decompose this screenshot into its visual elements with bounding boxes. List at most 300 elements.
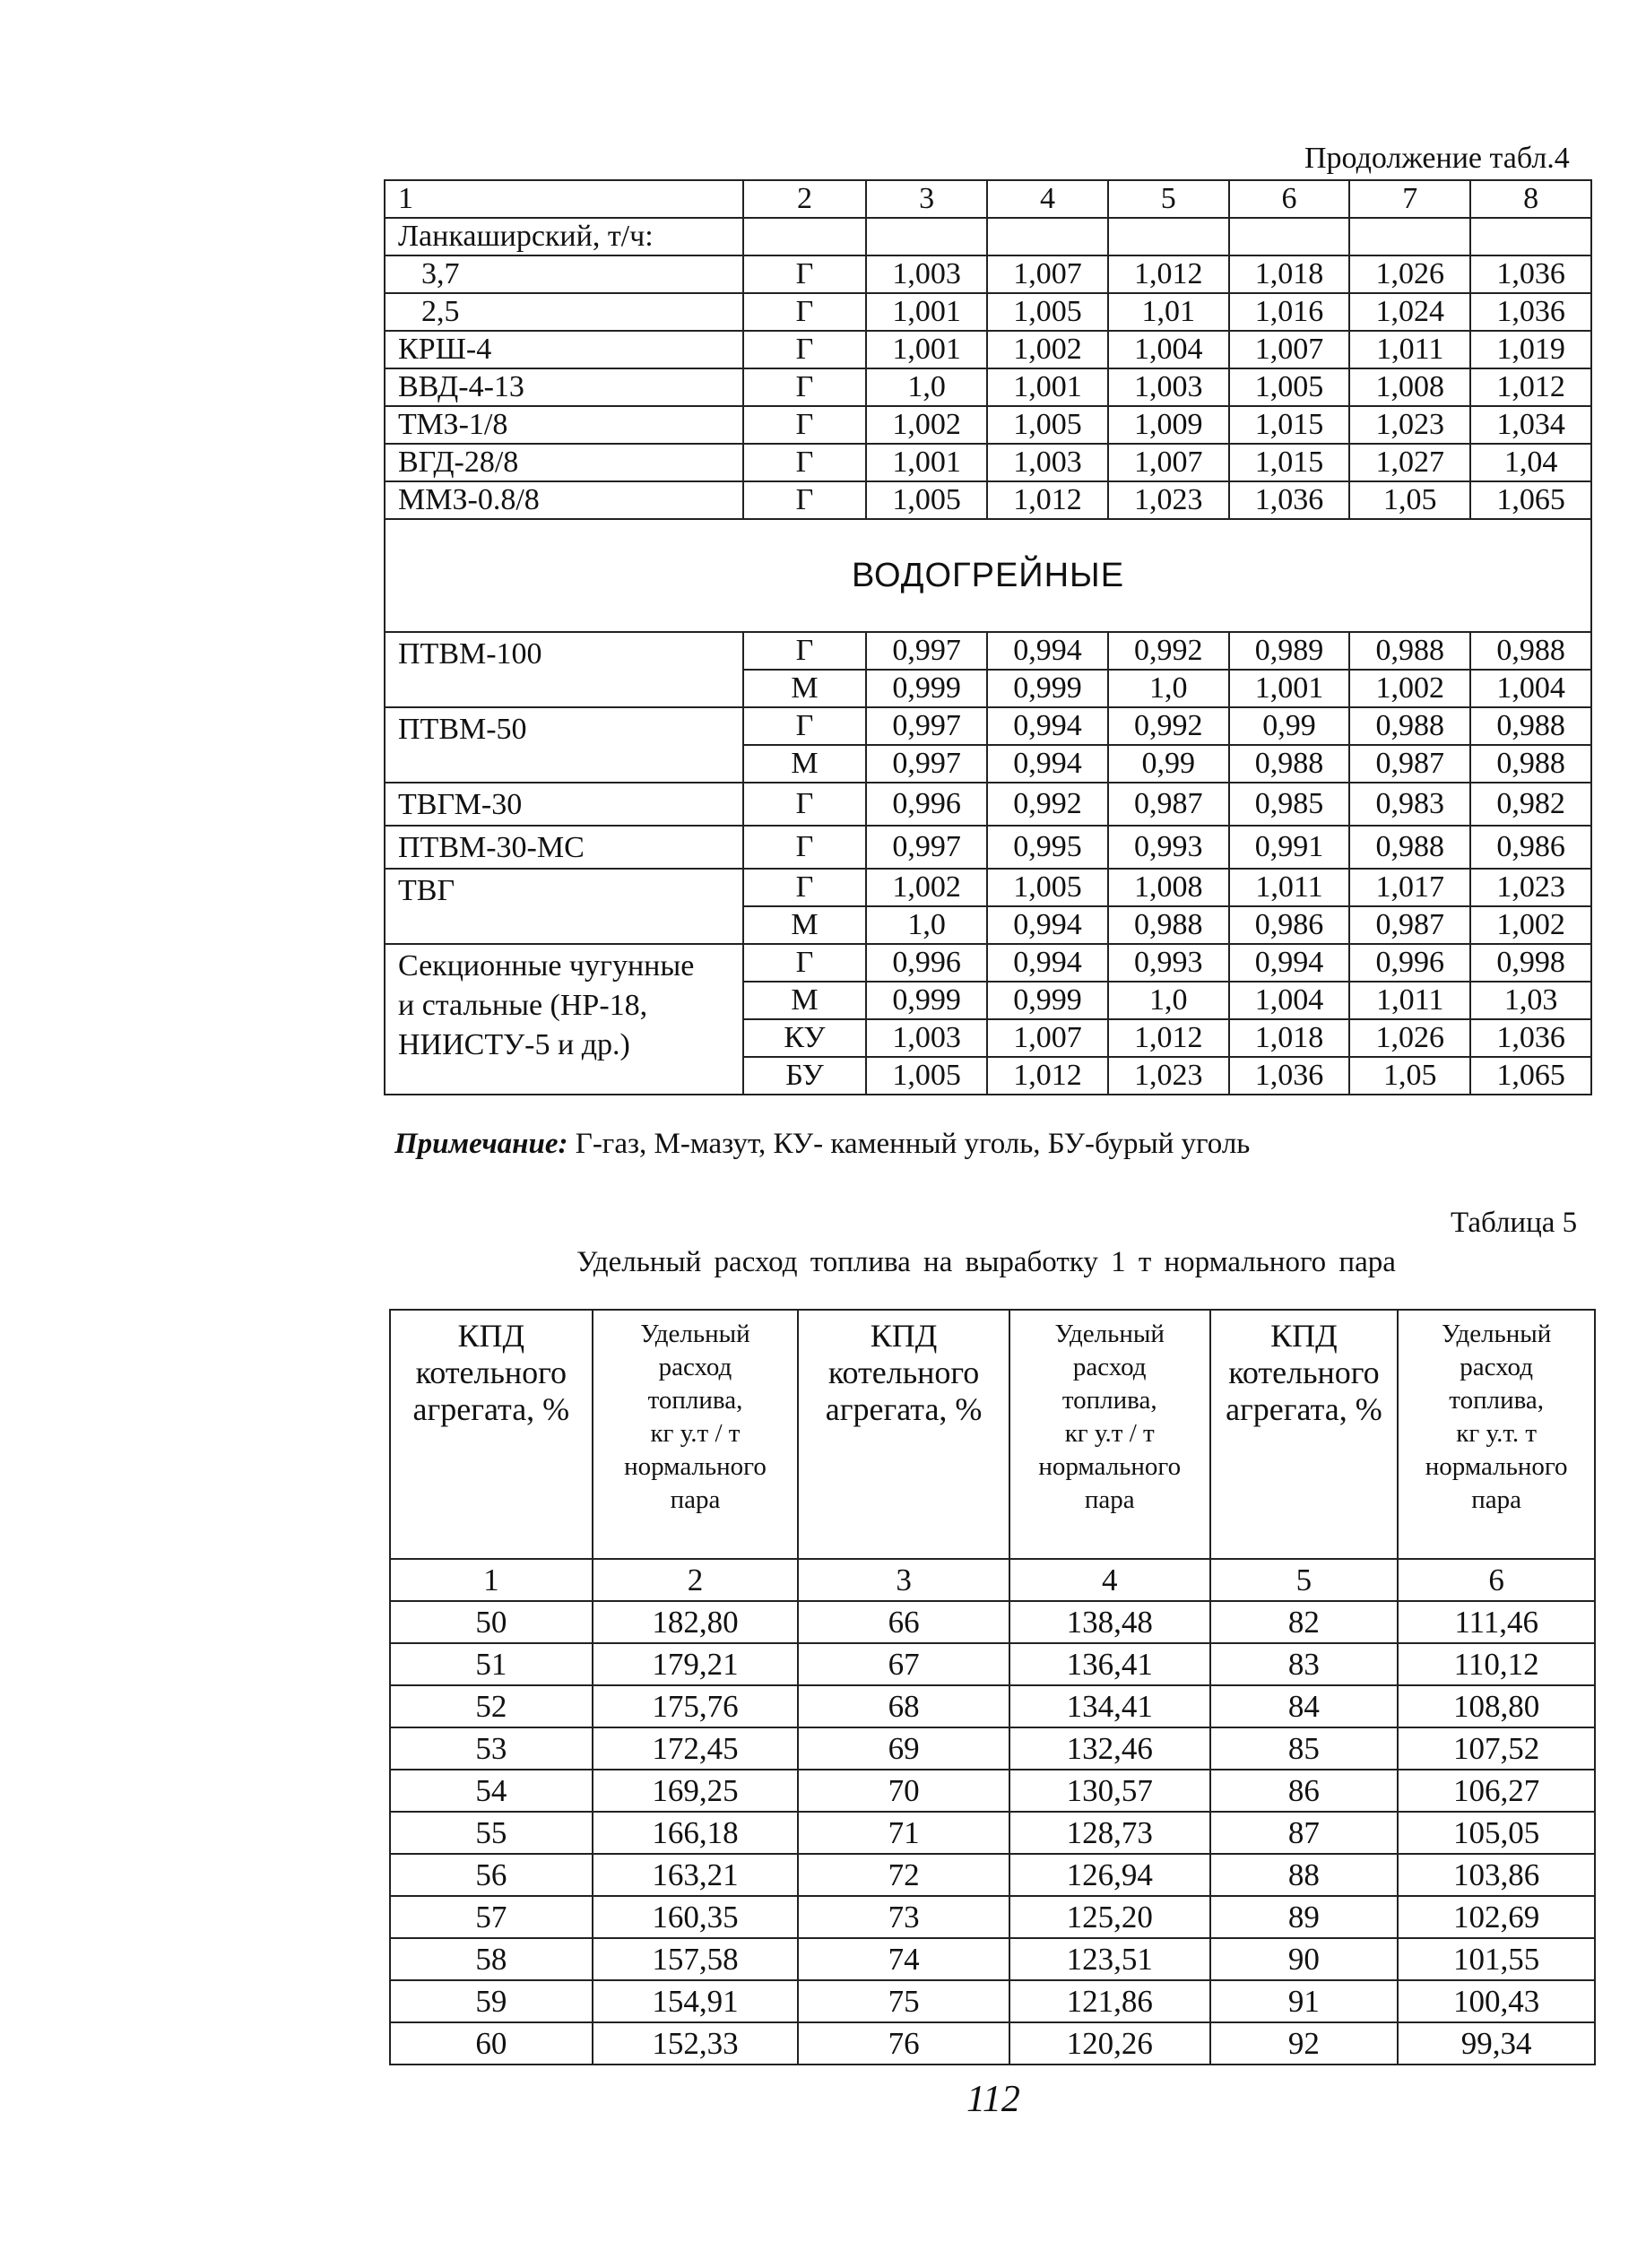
column-number: 4	[987, 180, 1108, 218]
column-number: 8	[1470, 180, 1591, 218]
table5-column-numbers	[390, 1559, 1595, 1601]
table4-row	[385, 632, 1591, 670]
kpd-cell: 66	[798, 1601, 1009, 1643]
coefficient-cell: 1,004	[1108, 331, 1229, 368]
table5-row	[390, 1727, 1595, 1770]
coefficient-cell: 1,05	[1349, 1057, 1470, 1095]
coefficient-cell: 1,005	[987, 869, 1108, 906]
fuel-type: Г	[743, 944, 867, 982]
rate-cell: 169,25	[593, 1770, 799, 1812]
rate-cell: 128,73	[1009, 1812, 1210, 1854]
kpd-cell: 69	[798, 1727, 1009, 1770]
fuel-type: Г	[743, 406, 867, 444]
coefficient-cell: 1,065	[1470, 1057, 1591, 1095]
header-line: пара	[670, 1485, 721, 1514]
boiler-name: ТМЗ-1/8	[385, 406, 743, 444]
fuel-type: Г	[743, 632, 867, 670]
kpd-cell: 50	[390, 1601, 593, 1643]
coefficient-cell: 0,997	[866, 632, 987, 670]
kpd-cell: 75	[798, 1980, 1009, 2022]
coefficient-cell: 1,036	[1229, 481, 1350, 519]
coefficient-cell: 1,011	[1349, 982, 1470, 1019]
rate-cell: 138,48	[1009, 1601, 1210, 1643]
coefficient-cell: 1,012	[987, 1057, 1108, 1095]
header-line: Удельный	[1054, 1320, 1165, 1348]
boiler-name	[385, 632, 743, 707]
table4-body	[385, 180, 1591, 1095]
table5-row	[390, 1854, 1595, 1896]
coefficient-cell: 0,988	[1229, 745, 1350, 783]
header-line: расход	[1460, 1353, 1533, 1381]
coefficient-cell: 1,004	[1470, 670, 1591, 707]
coefficient-cell: 0,995	[987, 826, 1108, 869]
table5-row	[390, 1896, 1595, 1938]
coefficient-cell: 0,996	[866, 783, 987, 826]
coefficient-cell: 1,008	[1349, 368, 1470, 406]
boiler-name	[385, 826, 743, 869]
rate-cell: 106,27	[1398, 1770, 1595, 1812]
boiler-name-line: НИИСТУ-5 и др.)	[398, 1028, 630, 1061]
kpd-cell: 55	[390, 1812, 593, 1854]
kpd-cell: 59	[390, 1980, 593, 2022]
coefficient-cell: 0,992	[1108, 707, 1229, 745]
header-line: пара	[1084, 1485, 1135, 1514]
header-line: кг у.т / т	[650, 1419, 741, 1448]
coefficient-cell: 0,99	[1229, 707, 1350, 745]
boiler-name-text: ТВГМ-30	[398, 788, 523, 821]
coefficient-cell: 1,0	[1108, 982, 1229, 1019]
coefficient-cell: 1,065	[1470, 481, 1591, 519]
header-line: нормального	[1425, 1452, 1568, 1481]
kpd-cell: 73	[798, 1896, 1009, 1938]
boiler-name: КРШ-4	[385, 331, 743, 368]
kpd-cell: 82	[1210, 1601, 1399, 1643]
boiler-name: 2,5	[385, 293, 743, 331]
fuel-type: М	[743, 906, 867, 944]
boiler-name-text: ТВГ	[398, 874, 455, 907]
table4-column-numbers	[385, 180, 1591, 218]
table4-row	[385, 293, 1591, 331]
coefficient-cell: 0,998	[1470, 944, 1591, 982]
fuel-type: Г	[743, 481, 867, 519]
kpd-cell: 58	[390, 1938, 593, 1980]
coefficient-cell: 1,004	[1229, 982, 1350, 1019]
coefficient-cell: 0,983	[1349, 783, 1470, 826]
boiler-name: ВГД-28/8	[385, 444, 743, 481]
column-number: 1	[390, 1559, 593, 1601]
kpd-cell: 91	[1210, 1980, 1399, 2022]
header-line: расход	[1072, 1353, 1147, 1381]
kpd-cell: 74	[798, 1938, 1009, 1980]
coefficient-cell: 0,987	[1349, 906, 1470, 944]
coefficient-cell: 1,002	[1470, 906, 1591, 944]
table4-row	[385, 368, 1591, 406]
coefficient-cell: 0,986	[1229, 906, 1350, 944]
rate-cell: 107,52	[1398, 1727, 1595, 1770]
header-line: КПД	[870, 1318, 938, 1354]
header-line: нормального	[1038, 1452, 1182, 1481]
coefficient-cell: 1,001	[866, 444, 987, 481]
coefficient-cell: 1,011	[1229, 869, 1350, 906]
kpd-cell: 86	[1210, 1770, 1399, 1812]
table5-row	[390, 1643, 1595, 1685]
coefficient-cell: 1,024	[1349, 293, 1470, 331]
kpd-cell: 76	[798, 2022, 1009, 2065]
rate-cell: 130,57	[1009, 1770, 1210, 1812]
coefficient-cell: 1,036	[1229, 1057, 1350, 1095]
coefficient-cell: 0,982	[1470, 783, 1591, 826]
coefficient-cell: 1,002	[866, 406, 987, 444]
column-number: 2	[593, 1559, 799, 1601]
rate-cell: 111,46	[1398, 1601, 1595, 1643]
header-line: агрегата, %	[825, 1391, 983, 1427]
coefficient-cell: 0,994	[987, 707, 1108, 745]
boiler-name: 3,7	[385, 255, 743, 293]
coefficient-cell: 0,992	[1108, 632, 1229, 670]
coefficient-cell: 0,994	[987, 944, 1108, 982]
header-line: пара	[1471, 1485, 1522, 1514]
coefficient-cell: 0,988	[1470, 745, 1591, 783]
table5-row	[390, 1980, 1595, 2022]
coefficient-cell: 0,999	[987, 982, 1108, 1019]
coefficient-cell: 1,04	[1470, 444, 1591, 481]
header-line: Удельный	[1441, 1320, 1552, 1348]
rate-cell: 101,55	[1398, 1938, 1595, 1980]
coefficient-cell: 1,008	[1108, 869, 1229, 906]
group-label: Ланкаширский, т/ч:	[385, 218, 743, 255]
coefficient-cell: 1,001	[866, 331, 987, 368]
kpd-cell: 89	[1210, 1896, 1399, 1938]
kpd-header	[798, 1310, 1009, 1559]
empty-cell	[866, 218, 987, 255]
coefficient-cell: 0,999	[866, 982, 987, 1019]
coefficient-cell: 0,997	[866, 745, 987, 783]
header-line: нормального	[624, 1452, 767, 1481]
table4-continuation-label: Продолжение табл.4	[1304, 142, 1570, 175]
kpd-cell: 72	[798, 1854, 1009, 1896]
empty-cell	[743, 218, 867, 255]
coefficient-cell: 1,007	[1108, 444, 1229, 481]
fuel-type: Г	[743, 331, 867, 368]
table4-row	[385, 406, 1591, 444]
fuel-type: Г	[743, 783, 867, 826]
column-number: 7	[1349, 180, 1470, 218]
kpd-cell: 87	[1210, 1812, 1399, 1854]
coefficient-cell: 0,999	[866, 670, 987, 707]
kpd-cell: 56	[390, 1854, 593, 1896]
coefficient-cell: 1,027	[1349, 444, 1470, 481]
coefficient-cell: 1,007	[1229, 331, 1350, 368]
table5-row	[390, 1770, 1595, 1812]
table4-row	[385, 826, 1591, 869]
kpd-header	[1210, 1310, 1399, 1559]
coefficient-cell: 1,007	[987, 1019, 1108, 1057]
header-line: агрегата, %	[1226, 1391, 1382, 1427]
coefficient-cell: 0,994	[987, 906, 1108, 944]
empty-cell	[1349, 218, 1470, 255]
coefficient-cell: 1,05	[1349, 481, 1470, 519]
coefficient-cell: 1,015	[1229, 406, 1350, 444]
coefficient-cell: 0,997	[866, 826, 987, 869]
header-line: топлива,	[1449, 1386, 1545, 1415]
table5-row	[390, 2022, 1595, 2065]
rate-cell: 121,86	[1009, 1980, 1210, 2022]
coefficient-cell: 1,023	[1349, 406, 1470, 444]
kpd-cell: 53	[390, 1727, 593, 1770]
coefficient-cell: 1,023	[1108, 1057, 1229, 1095]
coefficient-cell: 0,994	[987, 632, 1108, 670]
column-number: 4	[1009, 1559, 1210, 1601]
rate-header	[593, 1310, 799, 1559]
fuel-type: КУ	[743, 1019, 867, 1057]
boiler-name: ММЗ-0.8/8	[385, 481, 743, 519]
coefficient-cell: 1,003	[866, 1019, 987, 1057]
rate-header	[1398, 1310, 1595, 1559]
kpd-cell: 88	[1210, 1854, 1399, 1896]
coefficient-cell: 1,026	[1349, 1019, 1470, 1057]
rate-cell: 179,21	[593, 1643, 799, 1685]
kpd-cell: 54	[390, 1770, 593, 1812]
coefficient-cell: 1,001	[866, 293, 987, 331]
header-line: кг у.т / т	[1064, 1419, 1155, 1448]
fuel-type: Г	[743, 444, 867, 481]
column-number: 5	[1210, 1559, 1399, 1601]
coefficient-cell: 1,002	[987, 331, 1108, 368]
kpd-cell: 52	[390, 1685, 593, 1727]
rate-cell: 157,58	[593, 1938, 799, 1980]
coefficient-cell: 1,016	[1229, 293, 1350, 331]
rate-cell: 110,12	[1398, 1643, 1595, 1685]
column-number: 6	[1229, 180, 1350, 218]
boiler-name-line: и стальные (НР-18,	[398, 989, 648, 1022]
rate-cell: 100,43	[1398, 1980, 1595, 2022]
coefficient-cell: 0,993	[1108, 826, 1229, 869]
header-line: котельного	[415, 1355, 567, 1390]
rate-cell: 125,20	[1009, 1896, 1210, 1938]
table5-row	[390, 1685, 1595, 1727]
table4-row	[385, 869, 1591, 906]
coefficient-cell: 1,01	[1108, 293, 1229, 331]
table5-row	[390, 1601, 1595, 1643]
fuel-type: Г	[743, 707, 867, 745]
header-line: топлива,	[647, 1386, 743, 1415]
header-line: котельного	[827, 1355, 980, 1390]
coefficient-cell: 0,985	[1229, 783, 1350, 826]
table4-note	[394, 1128, 1250, 1161]
coefficient-cell: 0,996	[1349, 944, 1470, 982]
rate-cell: 166,18	[593, 1812, 799, 1854]
note-text: Г-газ, М-мазут, КУ- каменный уголь, БУ-бурый уголь	[567, 1128, 1251, 1160]
coefficient-cell: 1,023	[1470, 869, 1591, 906]
note-label: Примечание:	[394, 1128, 568, 1160]
coefficient-cell: 1,034	[1470, 406, 1591, 444]
coefficient-cell: 0,999	[987, 670, 1108, 707]
table4-row	[385, 481, 1591, 519]
rate-cell: 105,05	[1398, 1812, 1595, 1854]
boiler-name-line: Секционные чугунные	[398, 949, 695, 983]
section-title: ВОДОГРЕЙНЫЕ	[385, 519, 1591, 632]
coefficient-cell: 1,003	[987, 444, 1108, 481]
fuel-type: Г	[743, 826, 867, 869]
empty-cell	[987, 218, 1108, 255]
rate-cell: 126,94	[1009, 1854, 1210, 1896]
fuel-type: М	[743, 670, 867, 707]
header-line: топлива,	[1061, 1386, 1157, 1415]
boiler-name	[385, 707, 743, 783]
coefficient-cell: 1,026	[1349, 255, 1470, 293]
header-line: КПД	[457, 1318, 525, 1354]
coefficient-cell: 1,001	[1229, 670, 1350, 707]
kpd-cell: 51	[390, 1643, 593, 1685]
coefficient-cell: 0,996	[866, 944, 987, 982]
coefficient-cell: 1,002	[866, 869, 987, 906]
coefficient-cell: 1,005	[866, 481, 987, 519]
table4-row	[385, 783, 1591, 826]
coefficient-cell: 0,994	[987, 745, 1108, 783]
fuel-type: БУ	[743, 1057, 867, 1095]
column-number: 3	[798, 1559, 1009, 1601]
kpd-cell: 60	[390, 2022, 593, 2065]
coefficient-cell: 0,988	[1108, 906, 1229, 944]
coefficient-cell: 0,987	[1349, 745, 1470, 783]
coefficient-cell: 0,989	[1229, 632, 1350, 670]
coefficient-cell: 1,012	[1108, 1019, 1229, 1057]
fuel-type: Г	[743, 869, 867, 906]
coefficient-cell: 1,03	[1470, 982, 1591, 1019]
kpd-cell: 84	[1210, 1685, 1399, 1727]
coefficient-cell: 1,003	[866, 255, 987, 293]
rate-cell: 108,80	[1398, 1685, 1595, 1727]
coefficient-cell: 1,001	[987, 368, 1108, 406]
table4-row	[385, 707, 1591, 745]
kpd-cell: 92	[1210, 2022, 1399, 2065]
empty-cell	[1470, 218, 1591, 255]
rate-cell: 182,80	[593, 1601, 799, 1643]
coefficient-cell: 1,036	[1470, 293, 1591, 331]
coefficient-cell: 1,015	[1229, 444, 1350, 481]
coefficient-cell: 0,987	[1108, 783, 1229, 826]
coefficient-cell: 1,009	[1108, 406, 1229, 444]
empty-cell	[1108, 218, 1229, 255]
table5-body	[390, 1310, 1595, 2065]
kpd-cell: 67	[798, 1643, 1009, 1685]
header-line: КПД	[1270, 1318, 1338, 1354]
page-number: 112	[966, 2079, 1020, 2120]
fuel-type: М	[743, 982, 867, 1019]
rate-cell: 99,34	[1398, 2022, 1595, 2065]
coefficient-cell: 0,986	[1470, 826, 1591, 869]
coefficient-cell: 1,002	[1349, 670, 1470, 707]
kpd-cell: 68	[798, 1685, 1009, 1727]
rate-cell: 136,41	[1009, 1643, 1210, 1685]
coefficient-cell: 1,0	[1108, 670, 1229, 707]
coefficient-cell: 1,005	[1229, 368, 1350, 406]
table4	[384, 179, 1592, 1095]
rate-cell: 123,51	[1009, 1938, 1210, 1980]
fuel-type: Г	[743, 255, 867, 293]
table4-row	[385, 331, 1591, 368]
boiler-name	[385, 783, 743, 826]
coefficient-cell: 1,012	[1108, 255, 1229, 293]
coefficient-cell: 0,993	[1108, 944, 1229, 982]
rate-cell: 160,35	[593, 1896, 799, 1938]
coefficient-cell: 1,012	[1470, 368, 1591, 406]
coefficient-cell: 1,005	[987, 406, 1108, 444]
coefficient-cell: 1,012	[987, 481, 1108, 519]
rate-cell: 132,46	[1009, 1727, 1210, 1770]
empty-cell	[1229, 218, 1350, 255]
table5-row	[390, 1812, 1595, 1854]
table4-section-row	[385, 519, 1591, 632]
coefficient-cell: 0,988	[1470, 707, 1591, 745]
column-number: 1	[385, 180, 743, 218]
coefficient-cell: 1,017	[1349, 869, 1470, 906]
coefficient-cell: 1,036	[1470, 1019, 1591, 1057]
coefficient-cell: 0,988	[1349, 707, 1470, 745]
header-line: котельного	[1228, 1355, 1380, 1390]
coefficient-cell: 0,988	[1349, 632, 1470, 670]
boiler-name	[385, 869, 743, 944]
rate-cell: 103,86	[1398, 1854, 1595, 1896]
coefficient-cell: 1,011	[1349, 331, 1470, 368]
header-line: агрегата, %	[412, 1391, 570, 1427]
boiler-name-text: ПТВМ-50	[398, 713, 527, 746]
coefficient-cell: 1,023	[1108, 481, 1229, 519]
kpd-cell: 90	[1210, 1938, 1399, 1980]
rate-header	[1009, 1310, 1210, 1559]
boiler-name	[385, 944, 743, 1095]
kpd-cell: 83	[1210, 1643, 1399, 1685]
rate-cell: 175,76	[593, 1685, 799, 1727]
boiler-name-text: ПТВМ-30-МС	[398, 831, 585, 864]
table5	[389, 1309, 1596, 2065]
coefficient-cell: 1,005	[987, 293, 1108, 331]
coefficient-cell: 0,997	[866, 707, 987, 745]
fuel-type: М	[743, 745, 867, 783]
table4-row	[385, 255, 1591, 293]
column-number: 5	[1108, 180, 1229, 218]
kpd-cell: 71	[798, 1812, 1009, 1854]
column-number: 3	[866, 180, 987, 218]
header-line: расход	[658, 1353, 732, 1381]
kpd-cell: 57	[390, 1896, 593, 1938]
coefficient-cell: 0,994	[1229, 944, 1350, 982]
table5-row	[390, 1938, 1595, 1980]
coefficient-cell: 0,988	[1470, 632, 1591, 670]
kpd-cell: 70	[798, 1770, 1009, 1812]
coefficient-cell: 1,036	[1470, 255, 1591, 293]
table5-header-row	[390, 1310, 1595, 1559]
rate-cell: 134,41	[1009, 1685, 1210, 1727]
column-number: 6	[1398, 1559, 1595, 1601]
coefficient-cell: 0,992	[987, 783, 1108, 826]
rate-cell: 154,91	[593, 1980, 799, 2022]
header-line: Удельный	[640, 1320, 750, 1348]
rate-cell: 120,26	[1009, 2022, 1210, 2065]
column-number: 2	[743, 180, 867, 218]
coefficient-cell: 1,005	[866, 1057, 987, 1095]
rate-cell: 172,45	[593, 1727, 799, 1770]
coefficient-cell: 1,003	[1108, 368, 1229, 406]
header-line: кг у.т. т	[1456, 1419, 1538, 1448]
fuel-type: Г	[743, 293, 867, 331]
coefficient-cell: 1,019	[1470, 331, 1591, 368]
kpd-cell: 85	[1210, 1727, 1399, 1770]
coefficient-cell: 1,018	[1229, 255, 1350, 293]
coefficient-cell: 1,018	[1229, 1019, 1350, 1057]
table4-row	[385, 218, 1591, 255]
table5-label: Таблица 5	[1451, 1207, 1578, 1239]
